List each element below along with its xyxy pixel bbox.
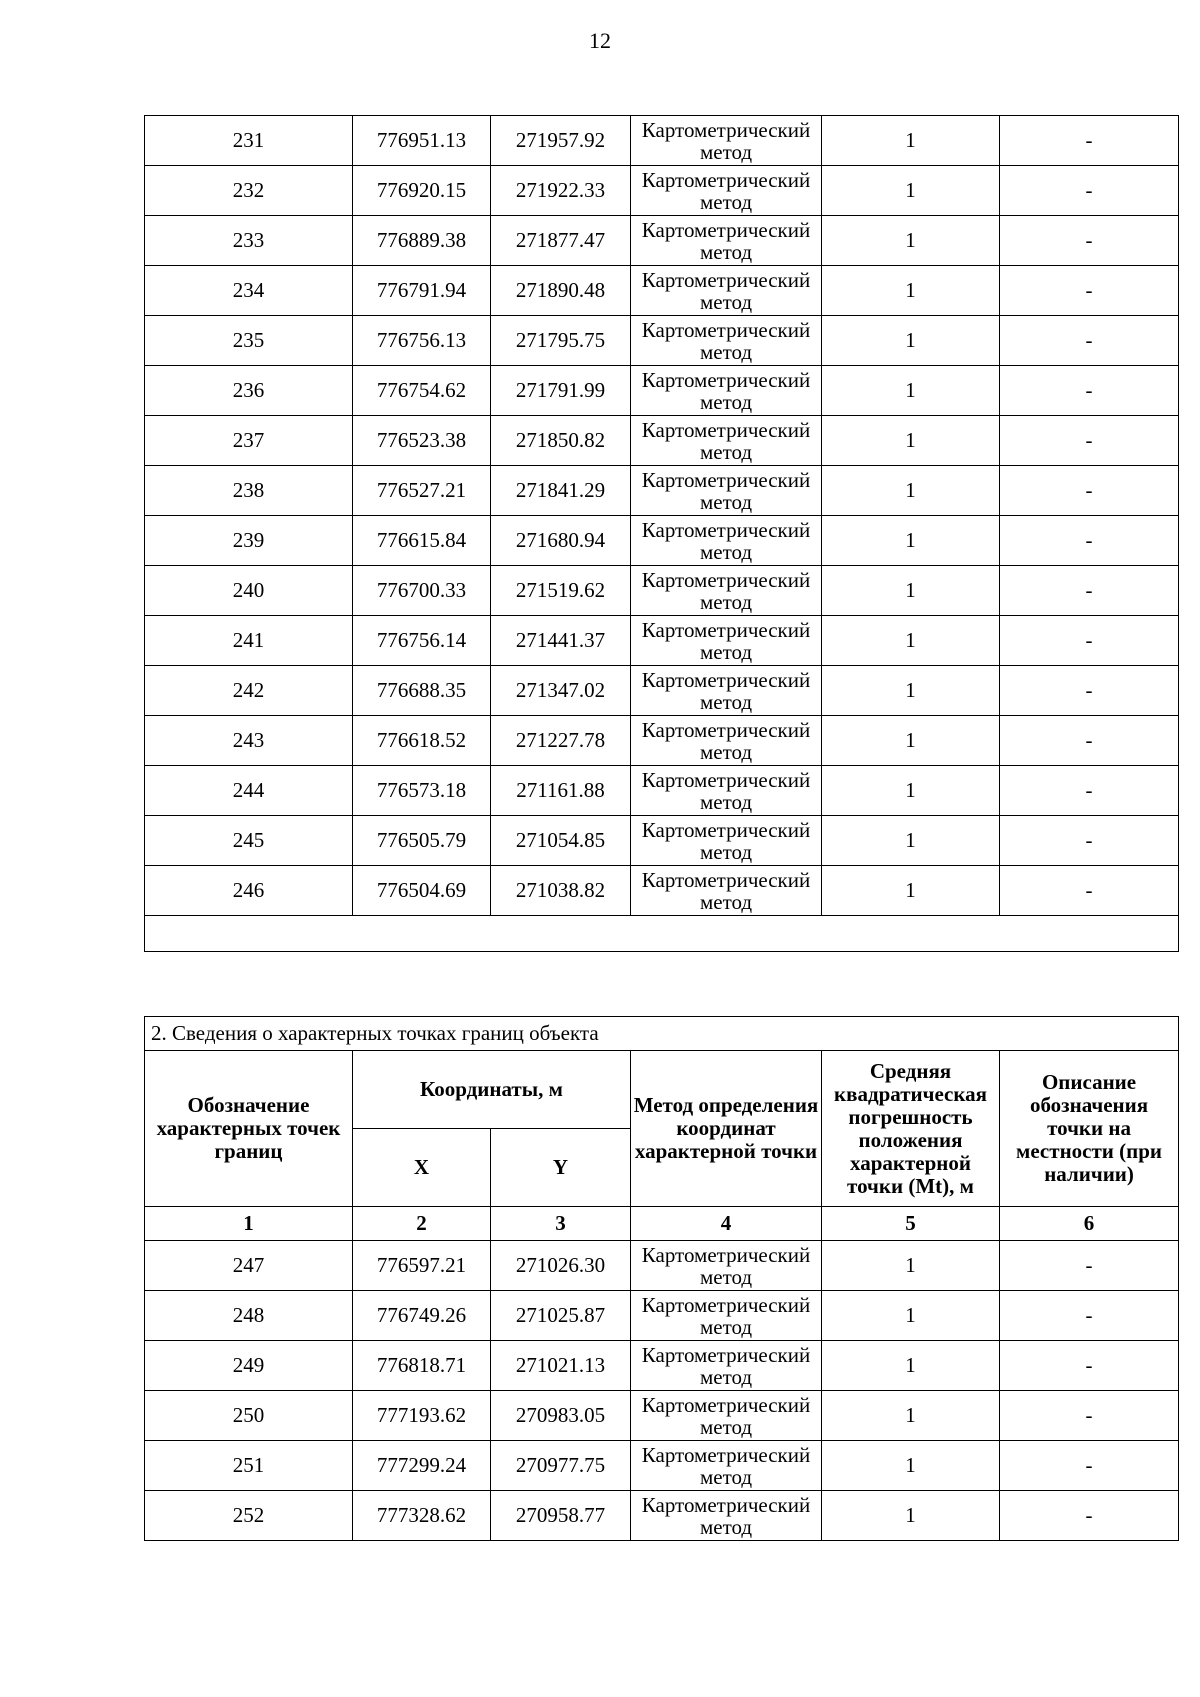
- method-line: Картометрический: [641, 167, 811, 192]
- description-cell: -: [1000, 816, 1179, 866]
- y-coordinate-cell: 270977.75: [491, 1441, 631, 1491]
- table-row: [145, 466, 1179, 516]
- method-cell: [631, 1491, 822, 1541]
- method-cell: [631, 1391, 822, 1441]
- method-line: метод: [699, 139, 753, 164]
- table-row: [145, 516, 1179, 566]
- table-row: [145, 766, 1179, 816]
- mean-error-cell: 1: [822, 616, 1000, 666]
- method-cell: [631, 116, 822, 166]
- point-id-cell: 234: [145, 266, 353, 316]
- method-cell: [631, 466, 822, 516]
- method-line: метод: [699, 839, 753, 864]
- table-row: [145, 666, 1179, 716]
- method-cell: [631, 1341, 822, 1391]
- empty-cell: [145, 916, 1179, 952]
- mean-error-cell: 1: [822, 166, 1000, 216]
- method-cell: [631, 216, 822, 266]
- point-id-cell: 249: [145, 1341, 353, 1391]
- y-coordinate-cell: 271054.85: [491, 816, 631, 866]
- point-id-cell: 243: [145, 716, 353, 766]
- coordinates-table-continued: [144, 115, 1179, 952]
- x-coordinate-cell: 776505.79: [353, 816, 491, 866]
- table-row: [145, 716, 1179, 766]
- point-id-cell: 242: [145, 666, 353, 716]
- method-line: метод: [699, 189, 753, 214]
- x-coordinate-cell: 776523.38: [353, 416, 491, 466]
- table-row: [145, 1291, 1179, 1341]
- y-coordinate-cell: 271161.88: [491, 766, 631, 816]
- header-x: X: [353, 1129, 491, 1207]
- boundary-points-table: [144, 1016, 1179, 1541]
- method-line: Картометрический: [641, 217, 811, 242]
- method-cell: [631, 816, 822, 866]
- method-line: метод: [699, 789, 753, 814]
- x-coordinate-cell: 776889.38: [353, 216, 491, 266]
- method-line: метод: [699, 739, 753, 764]
- y-coordinate-cell: 271850.82: [491, 416, 631, 466]
- description-cell: -: [1000, 1391, 1179, 1441]
- method-cell: [631, 166, 822, 216]
- header-description: Описание обозначения точки на местности (при наличии): [1000, 1051, 1179, 1207]
- x-coordinate-cell: 777193.62: [353, 1391, 491, 1441]
- description-cell: -: [1000, 516, 1179, 566]
- x-coordinate-cell: 776756.13: [353, 316, 491, 366]
- y-coordinate-cell: 271519.62: [491, 566, 631, 616]
- table-row: [145, 116, 1179, 166]
- table-row: [145, 216, 1179, 266]
- x-coordinate-cell: 776749.26: [353, 1291, 491, 1341]
- mean-error-cell: 1: [822, 366, 1000, 416]
- method-line: Картометрический: [641, 1442, 811, 1467]
- x-coordinate-cell: 776573.18: [353, 766, 491, 816]
- mean-error-cell: 1: [822, 216, 1000, 266]
- mean-error-cell: 1: [822, 116, 1000, 166]
- y-coordinate-cell: 271025.87: [491, 1291, 631, 1341]
- x-coordinate-cell: 776791.94: [353, 266, 491, 316]
- method-line: Картометрический: [641, 867, 811, 892]
- description-cell: -: [1000, 116, 1179, 166]
- description-cell: -: [1000, 1241, 1179, 1291]
- x-coordinate-cell: 776597.21: [353, 1241, 491, 1291]
- method-cell: [631, 516, 822, 566]
- mean-error-cell: 1: [822, 866, 1000, 916]
- mean-error-cell: 1: [822, 316, 1000, 366]
- table-row: [145, 1341, 1179, 1391]
- table-row: [145, 266, 1179, 316]
- method-cell: [631, 866, 822, 916]
- method-cell: [631, 716, 822, 766]
- header-mean-error: Средняя квадратическая погрешность положения характерной точки (Mt), м: [822, 1051, 1000, 1207]
- y-coordinate-cell: 271795.75: [491, 316, 631, 366]
- method-line: Картометрический: [641, 117, 811, 142]
- point-id-cell: 233: [145, 216, 353, 266]
- method-line: метод: [699, 539, 753, 564]
- description-cell: -: [1000, 416, 1179, 466]
- description-cell: -: [1000, 1491, 1179, 1541]
- y-coordinate-cell: 271227.78: [491, 716, 631, 766]
- header-coordinates: Координаты, м: [353, 1051, 631, 1129]
- description-cell: -: [1000, 1441, 1179, 1491]
- method-line: Картометрический: [641, 817, 811, 842]
- x-coordinate-cell: 776615.84: [353, 516, 491, 566]
- mean-error-cell: 1: [822, 516, 1000, 566]
- point-id-cell: 248: [145, 1291, 353, 1341]
- description-cell: -: [1000, 616, 1179, 666]
- description-cell: -: [1000, 866, 1179, 916]
- empty-row: [145, 916, 1179, 952]
- y-coordinate-cell: 271791.99: [491, 366, 631, 416]
- description-cell: -: [1000, 366, 1179, 416]
- y-coordinate-cell: 270958.77: [491, 1491, 631, 1541]
- description-cell: -: [1000, 316, 1179, 366]
- method-line: метод: [699, 1464, 753, 1489]
- method-line: метод: [699, 889, 753, 914]
- y-coordinate-cell: 271347.02: [491, 666, 631, 716]
- mean-error-cell: 1: [822, 466, 1000, 516]
- page-number: 12: [589, 28, 611, 53]
- x-coordinate-cell: 776756.14: [353, 616, 491, 666]
- method-line: метод: [699, 289, 753, 314]
- method-line: метод: [699, 1364, 753, 1389]
- x-coordinate-cell: 776618.52: [353, 716, 491, 766]
- x-coordinate-cell: 776754.62: [353, 366, 491, 416]
- description-cell: -: [1000, 1291, 1179, 1341]
- table-row: [145, 1491, 1179, 1541]
- method-cell: [631, 666, 822, 716]
- column-number: 1: [145, 1207, 353, 1241]
- method-line: Картометрический: [641, 467, 811, 492]
- method-line: Картометрический: [641, 667, 811, 692]
- mean-error-cell: 1: [822, 1441, 1000, 1491]
- point-id-cell: 239: [145, 516, 353, 566]
- y-coordinate-cell: 271038.82: [491, 866, 631, 916]
- point-id-cell: 231: [145, 116, 353, 166]
- y-coordinate-cell: 270983.05: [491, 1391, 631, 1441]
- x-coordinate-cell: 777328.62: [353, 1491, 491, 1541]
- mean-error-cell: 1: [822, 1291, 1000, 1341]
- mean-error-cell: 1: [822, 566, 1000, 616]
- table-row: [145, 416, 1179, 466]
- description-cell: -: [1000, 466, 1179, 516]
- y-coordinate-cell: 271841.29: [491, 466, 631, 516]
- mean-error-cell: 1: [822, 1391, 1000, 1441]
- point-id-cell: 251: [145, 1441, 353, 1491]
- column-number: 6: [1000, 1207, 1179, 1241]
- column-number: 5: [822, 1207, 1000, 1241]
- mean-error-cell: 1: [822, 416, 1000, 466]
- table-row: [145, 1241, 1179, 1291]
- table-row: [145, 816, 1179, 866]
- point-id-cell: 247: [145, 1241, 353, 1291]
- column-number: 3: [491, 1207, 631, 1241]
- method-line: метод: [699, 1414, 753, 1439]
- method-line: Картометрический: [641, 517, 811, 542]
- boundary-points-table-body: [145, 1241, 1179, 1541]
- point-id-cell: 252: [145, 1491, 353, 1541]
- point-id-cell: 250: [145, 1391, 353, 1441]
- description-cell: -: [1000, 566, 1179, 616]
- method-line: метод: [699, 1314, 753, 1339]
- method-line: Картометрический: [641, 417, 811, 442]
- method-cell: [631, 1291, 822, 1341]
- method-line: Картометрический: [641, 567, 811, 592]
- point-id-cell: 238: [145, 466, 353, 516]
- y-coordinate-cell: 271890.48: [491, 266, 631, 316]
- table-row: [145, 366, 1179, 416]
- header-point-designation: Обозначение характерных точек границ: [145, 1051, 353, 1207]
- point-id-cell: 241: [145, 616, 353, 666]
- method-cell: [631, 1441, 822, 1491]
- mean-error-cell: 1: [822, 1491, 1000, 1541]
- x-coordinate-cell: 776818.71: [353, 1341, 491, 1391]
- mean-error-cell: 1: [822, 816, 1000, 866]
- x-coordinate-cell: 776920.15: [353, 166, 491, 216]
- mean-error-cell: 1: [822, 266, 1000, 316]
- point-id-cell: 240: [145, 566, 353, 616]
- method-cell: [631, 266, 822, 316]
- description-cell: -: [1000, 766, 1179, 816]
- y-coordinate-cell: 271922.33: [491, 166, 631, 216]
- column-number: 2: [353, 1207, 491, 1241]
- table-row: [145, 616, 1179, 666]
- x-coordinate-cell: 776951.13: [353, 116, 491, 166]
- description-cell: -: [1000, 716, 1179, 766]
- y-coordinate-cell: 271957.92: [491, 116, 631, 166]
- method-line: метод: [699, 589, 753, 614]
- x-coordinate-cell: 776527.21: [353, 466, 491, 516]
- table-row: [145, 316, 1179, 366]
- mean-error-cell: 1: [822, 1241, 1000, 1291]
- method-cell: [631, 1241, 822, 1291]
- method-line: метод: [699, 339, 753, 364]
- method-cell: [631, 566, 822, 616]
- method-cell: [631, 416, 822, 466]
- method-line: Картометрический: [641, 1392, 811, 1417]
- description-cell: -: [1000, 216, 1179, 266]
- coordinates-table-body: [145, 116, 1179, 952]
- point-id-cell: 237: [145, 416, 353, 466]
- mean-error-cell: 1: [822, 716, 1000, 766]
- method-line: Картометрический: [641, 767, 811, 792]
- table-row: [145, 1441, 1179, 1491]
- x-coordinate-cell: 776700.33: [353, 566, 491, 616]
- method-line: Картометрический: [641, 1492, 811, 1517]
- method-cell: [631, 366, 822, 416]
- method-line: метод: [699, 239, 753, 264]
- method-line: метод: [699, 489, 753, 514]
- header-method: Метод определения координат характерной точки: [631, 1051, 822, 1207]
- table-row: [145, 866, 1179, 916]
- point-id-cell: 244: [145, 766, 353, 816]
- method-line: Картометрический: [641, 267, 811, 292]
- x-coordinate-cell: 777299.24: [353, 1441, 491, 1491]
- description-cell: -: [1000, 266, 1179, 316]
- y-coordinate-cell: 271680.94: [491, 516, 631, 566]
- header-y: Y: [491, 1129, 631, 1207]
- y-coordinate-cell: 271877.47: [491, 216, 631, 266]
- point-id-cell: 235: [145, 316, 353, 366]
- method-line: Картометрический: [641, 617, 811, 642]
- point-id-cell: 236: [145, 366, 353, 416]
- method-line: метод: [699, 1264, 753, 1289]
- x-coordinate-cell: 776688.35: [353, 666, 491, 716]
- mean-error-cell: 1: [822, 766, 1000, 816]
- section-title: 2. Сведения о характерных точках границ объекта: [145, 1017, 1179, 1051]
- point-id-cell: 246: [145, 866, 353, 916]
- method-cell: [631, 616, 822, 666]
- column-number: 4: [631, 1207, 822, 1241]
- table-row: [145, 166, 1179, 216]
- method-line: метод: [699, 1514, 753, 1539]
- method-line: метод: [699, 439, 753, 464]
- method-line: Картометрический: [641, 1242, 811, 1267]
- method-cell: [631, 766, 822, 816]
- mean-error-cell: 1: [822, 1341, 1000, 1391]
- method-line: метод: [699, 639, 753, 664]
- mean-error-cell: 1: [822, 666, 1000, 716]
- point-id-cell: 245: [145, 816, 353, 866]
- method-line: Картометрический: [641, 1342, 811, 1367]
- y-coordinate-cell: 271021.13: [491, 1341, 631, 1391]
- table-row: [145, 1391, 1179, 1441]
- method-line: Картометрический: [641, 367, 811, 392]
- method-line: Картометрический: [641, 717, 811, 742]
- point-id-cell: 232: [145, 166, 353, 216]
- description-cell: -: [1000, 666, 1179, 716]
- method-line: метод: [699, 389, 753, 414]
- description-cell: -: [1000, 166, 1179, 216]
- method-line: метод: [699, 689, 753, 714]
- x-coordinate-cell: 776504.69: [353, 866, 491, 916]
- method-line: Картометрический: [641, 1292, 811, 1317]
- description-cell: -: [1000, 1341, 1179, 1391]
- table-row: [145, 566, 1179, 616]
- method-line: Картометрический: [641, 317, 811, 342]
- y-coordinate-cell: 271026.30: [491, 1241, 631, 1291]
- method-cell: [631, 316, 822, 366]
- y-coordinate-cell: 271441.37: [491, 616, 631, 666]
